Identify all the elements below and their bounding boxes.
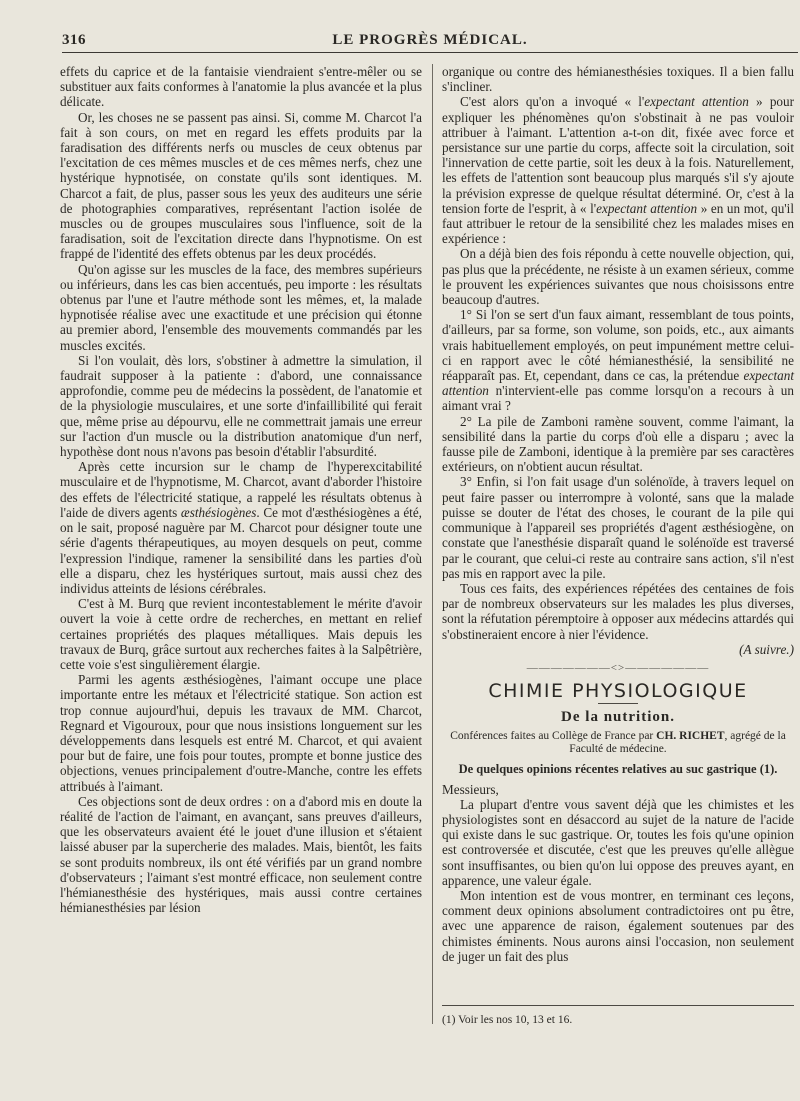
column-divider (432, 64, 433, 1024)
italic-term: expectant attention (596, 200, 698, 216)
right-column (442, 64, 794, 964)
text-run: . Ce mot d'æsthésiogènes a été, on le sait, proposé naguère par M. Charcot pour désigner toute une série d'agents thérapeutiques, au moyen desquels on peut, comme l'expression l'indique, ramener la sensibilité dans les parties d'où elle a disparu, chez les hystériques surtout, mais aussi chez des individus atteints de lésions cérébrales. (60, 504, 422, 596)
header-rule (62, 52, 798, 53)
article-topic: De quelques opinions récentes relatives au suc gastrique (1). (458, 761, 778, 776)
section-title: CHIMIE PHYSIOLOGIQUE (488, 680, 748, 703)
paragraph: 2° La pile de Zamboni ramène souvent, comme l'aimant, la sensibilité dans la partie du corps d'où elle a disparu ; avec la fausse pile de Zamboni, identique à la première par ses caractères extérieurs, on n'obtient aucun résultat. (442, 413, 794, 475)
text-run: n'intervient-elle pas comme lorsqu'on a recours à un aimant vrai ? (442, 383, 794, 414)
paragraph: Or, les choses ne se passent pas ainsi. Si, comme M. Charcot l'a fait à son cours, on met en regard les effets produits par la faradisation des différents nerfs ou muscles de ceux obtenus par l'excitation de ces mêmes muscles et de ces mêmes nerfs, chez une hystérique hypnotisée, on constate qu'ils sont identiques. M. Charcot a fait, de plus, passer sous les yeux des auditeurs une série de photographies comparatives, représentant l'action isolée de muscles ou de groupes musculaires sous l'influence, soit de la faradisation, soit de l'excitation directe dans l'hypnotisme. On est frappé de l'identité des effets obtenus par les deux procédés. (60, 109, 422, 262)
page-number: 316 (62, 32, 86, 48)
paragraph: Parmi les agents æsthésiogènes, l'aimant occupe une place importante entre les métaux et l'électricité statique. Son action est trop connue aujourd'hui, depuis les travaux de MM. Charcot, Regnard et Vigouroux, pour que nous insistions longuement sur les développements dans lesquels est entré M. Charcot, et qui avaient pour but de faire, une fois pour toutes, prompte et bonne justice des objections, venues principalement d'outre-Manche, contre les effets attribués à l'aimant. (60, 672, 422, 794)
paragraph: organique ou contre des hémianesthésies toxiques. Il a bien fallu s'incliner. (442, 64, 794, 95)
paragraph (442, 94, 794, 246)
paragraph: 3° Enfin, si l'on fait usage d'un solénoïde, à travers lequel on peut faire passer ou interrompre à volonté, sans que la malade puisse se douter de l'état des choses, le courant de la pile qui communique à l'appareil ses propriétés d'agent æsthésiogène, on constate que l'anesthésie disparaît quand le solénoïde est traversé par le courant, que celui-ci reste au contraire sans action, s'il n'est pas mis en rapport avec la pile. (442, 474, 794, 581)
text-run: » en un mot, qu'il faut attribuer le retour de la sensibilité chez les malades mises en expérience : (442, 200, 794, 247)
italic-term: æsthésiogènes (180, 504, 257, 520)
paragraph: La plupart d'entre vous savent déjà que les chimistes et les physiologistes sont en désaccord au sujet de la nature de l'acide qui existe dans le suc gastrique. Or, toutes les fois qu'une opinion est controversée et discutée, c'est que les preuves qu'elle allègue sont insuffisantes, ou bien qu'on lui oppose des preuves ayant, en apparence, une valeur égale. (442, 796, 794, 888)
paragraph: C'est à M. Burq que revient incontestablement le mérite d'avoir ouvert la voie à cette ordre de recherches, en mettant en relief certaines propriétés des plaques métalliques. Mais depuis les travaux de Burq, grâce surtout aux recherches faites à la Salpêtrière, cette voie s'est singulièrement élargie. (60, 596, 422, 672)
salutation: Messieurs, (442, 781, 499, 797)
paragraph: Tous ces faits, des expériences répétées des centaines de fois par de nombreux observateurs sur les malades les plus diverses, sont la réfutation péremptoire à opposer aux médecins attardés qui s'obstineraient encore à nier l'évidence. (442, 580, 794, 642)
text-run: 1° Si l'on se sert d'un faux aimant, ressemblant de tous points, d'ailleurs, par sa forme, son volume, son poids, etc., aux aimants vrais habituellement employés, on peut impunément mettre celui-ci en rapport avec le côté hémianesthésié, la sensibilité ne réapparaît pas. Et, cependant, dans ce cas, la prétendue (442, 307, 794, 384)
paragraph: Mon intention est de vous montrer, en terminant ces leçons, comment deux opinions absolument contradictoires ont pu être, avec une apparence de raison, également soutenues par des chimistes éminents. Nous aurons ainsi l'occasion, non seulement de juger un fait des plus (442, 887, 794, 964)
section-rule (598, 703, 638, 704)
footnote: (1) Voir les nos 10, 13 et 16. (442, 1014, 573, 1026)
paragraph: effets du caprice et de la fantaisie viendraient s'entre-mêler ou se substituer aux faits conformes à l'anatomie la plus avancée et la plus délicate. (60, 64, 422, 110)
page-header (62, 28, 798, 52)
text-run: Après cette incursion sur le champ de l'hyperexcitabilité musculaire et de l'hypnotisme, M. Charcot, avant d'aborder l'histoire des effets de l'électricité statique, a rappelé les résultats obtenus à l'aide de divers agents (60, 459, 422, 520)
ornament-separator: ———————<>——————— (526, 661, 710, 674)
author-name: CH. RICHET (656, 729, 725, 742)
text-run: » pour expliquer les phénomènes qu'on s'obstinait à ne pas vouloir attribuer à l'aimant. L'attention a-t-on dit, fixée avec force et persistance sur une partie du corps, affecte soit la circulation, soit l'innervation de cette partie, soit les deux à la fois. Naturellement, les effets de l'attention sont beaucoup plus marqués s'il s'y ajoute la prévision expresse de quelque résultat déterminé. Or, c'est à la tension forte de l'esprit, à « l' (442, 94, 794, 216)
suivre-text: (A suivre.) (739, 641, 794, 657)
article-subtitle: De la nutrition. (561, 709, 675, 726)
paragraph (442, 307, 794, 413)
to-be-continued (442, 642, 794, 657)
paragraph (60, 459, 422, 596)
credit-text: Conférences faites au Collège de France par (450, 729, 657, 742)
paragraph: Ces objections sont de deux ordres : on a d'abord mis en doute la réalité de l'action de l'aimant, en avançant, sans preuves d'ailleurs, que les observateurs avaient été le jouet d'une illusion et s'étaient laissé abuser par la supercherie des malades. Mais, bientôt, les faits se sont produits nombreux, ils ont été vérifiés par un grand nombre d'observateurs ; l'aimant s'est montré efficace, non seulement contre l'hémianesthésie des hystériques, mais aussi contre certaines hémianesthésies par lésion (60, 793, 422, 916)
credit-text: , agrégé de la Faculté de médecine. (569, 729, 786, 755)
footnote-rule (442, 1005, 794, 1006)
italic-term: expectant attention (644, 94, 749, 110)
text-run: C'est alors qu'on a invoqué « l' (460, 94, 645, 110)
paragraph: Qu'on agisse sur les muscles de la face, des membres supérieurs ou inférieurs, dans les cas bien accentués, peu importe : les résultats obtenus par l'une et l'autre méthode sont les mêmes, et, la malade hypnotisée réalise avec une exactitude et une précision qui étonne au premier abord, l'ensemble des mouvements commandés par les muscles excités. (60, 261, 422, 353)
italic-term: expectant attention (442, 368, 794, 399)
paragraph: Si l'on voulait, dès lors, s'obstiner à admettre la simulation, il faudrait supposer à la patiente : d'abord, une connaissance approfondie, comme peu de médecins la possèdent, de l'anatomie et de la physiologie musculaires, et une sorte d'infaillibilité qui ferait que, même prise au dépourvu, elle ne commettrait jamais une erreur sur l'action d'un muscle ou la distribution anatomique d'un nerf, hypothèse dont nous n'avons pas besoin d'établir l'absurdité. (60, 352, 422, 460)
journal-title: LE PROGRÈS MÉDICAL. (332, 32, 528, 48)
paragraph: On a déjà bien des fois répondu à cette nouvelle objection, qui, pas plus que la précédente, ne résiste à un examen sérieux, comme le prouvent les expériences suivantes que nous choisissons entre beaucoup d'autres. (442, 246, 794, 308)
article-credit (442, 730, 794, 756)
left-column (60, 64, 422, 915)
